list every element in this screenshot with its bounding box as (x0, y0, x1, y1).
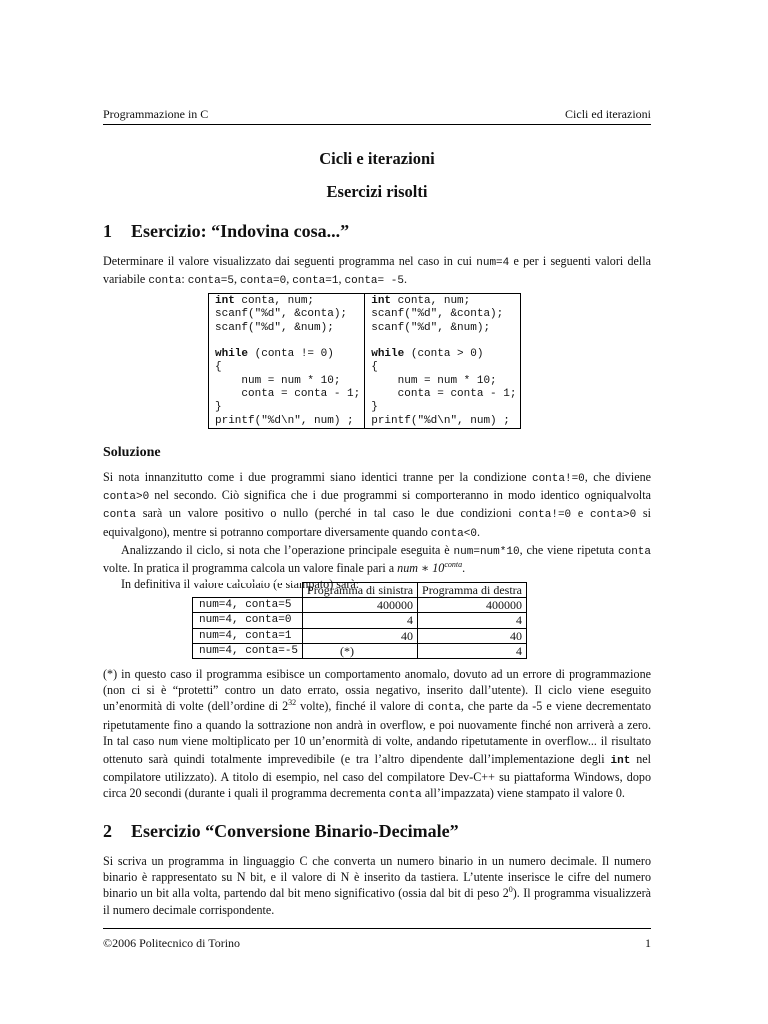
code-right-program: int conta, num; scanf("%d", &conta); scanf("%d", &num); while (conta > 0) { num = num * 10; conta = conta - 1; } printf("%d\n", num) ; (364, 294, 520, 428)
results-header-row (193, 583, 527, 598)
section-2-heading (103, 821, 459, 842)
running-footer (103, 936, 651, 951)
page-subtitle: Esercizi risolti (326, 182, 428, 201)
note-paragraph: (*) in questo caso il programma esibisce un comportamento anomalo, dovuto ad un errore di programmazione (non ci si è “protetti” contro un dato errato, ossia negativo, inserito dall’utente). Il ciclo viene eseguito un’enormità di volte (dell’ordine di $2^{32}$ volte), finché il valore di conta, che parte da -5 e viene decrementato ripetutamente fino a quando la sottrazione non andrà in overflow, e poi nuovamente finché non arriverà a zero. In tal caso num viene moltiplicato per 10 un’enormità di volte, andando ripetutamente in overflow... il risultato ottenuto sarà quindi totalmente imprevedibile (e tra l’altro dipendente dall’implementazione degli int nel compilatore utilizzato). A titolo di esempio, nel caso del compilatore Dev-C++ su piattaforma Windows, dopo circa 20 secondi (durante i quali il programma decrementa conta all’impazzata) viene stampato il valore 0. (103, 667, 651, 802)
running-header (103, 107, 651, 122)
results-header-left: Programma di sinistra (303, 583, 418, 598)
section-2-paragraph: Si scriva un programma in linguaggio C che converta un numero binario in un numero decimale. Il numero binario è rappresentato su N bit, e il valore di N è inserito da tastiera. L’utente inserisce le cifre del numero binario un bit alla volta, partendo dal bit meno significativo (ossia dal bit di peso $2^0$). Il programma visualizzerà il numero decimale corrispondente. (103, 854, 651, 917)
page-title: Cicli e iterazioni (319, 149, 435, 168)
section-2-title: Esercizio “Conversione Binario-Decimale” (131, 821, 459, 841)
solution-heading: Soluzione (103, 445, 161, 460)
section-1-title: Esercizio: “Indovina cosa...” (131, 221, 350, 241)
header-left: Programmazione in C (103, 107, 209, 121)
section-1-heading (103, 221, 349, 242)
solution-paragraph-1: Si nota innanzitutto come i due programmi siano identici tranne per la condizione conta!=0, che diviene conta>0 nel secondo. Ciò significa che i due programmi si comporteranno in modo identico ogniqualvolta conta sarà un valore positivo o nullo (perché in tal caso le due condizioni conta!=0 e conta>0 si equivalgono), mentre si potranno comportare diversamente quando conta<0. (103, 470, 651, 540)
header-right: Cicli ed iterazioni (565, 107, 651, 121)
section-1-number: 1 (103, 221, 112, 241)
table-row: num=4, conta=0 4 4 (193, 613, 527, 628)
footer-copyright: ©2006 Politecnico di Torino (103, 936, 241, 950)
table-row: num=4, conta=5 400000 400000 (193, 598, 527, 613)
footer-rule (103, 928, 651, 929)
table-row: num=4, conta=-5 (*) 4 (193, 643, 527, 658)
section-2-number: 2 (103, 821, 112, 841)
page-number: 1 (645, 936, 651, 950)
header-rule (103, 124, 651, 125)
results-header-right: Programma di destra (418, 583, 527, 598)
code-left-program: int conta, num; scanf("%d", &conta); scanf("%d", &num); while (conta != 0) { num = num * 10; conta = conta - 1; } printf("%d\n", num) ; (215, 295, 361, 427)
table-row: num=4, conta=1 40 40 (193, 628, 527, 643)
results-table (192, 582, 527, 659)
solution-paragraph-2: Analizzando il ciclo, si nota che l’operazione principale eseguita è num=num*10, che viene ripetuta conta volte. In pratica il programma calcola un valore finale pari a num ∗ $10^{conta}$. (103, 542, 652, 576)
intro-paragraph: Determinare il valore visualizzato dai seguenti programma nel caso in cui num=4 e per i seguenti valori della variabile conta: conta=5, conta=0, conta=1, conta= -5. (103, 254, 652, 288)
solution-paragraph-3: In definitiva il valore calcolato (e stampato) sarà: (121, 577, 360, 592)
solution-text (103, 469, 651, 592)
code-comparison-table (208, 293, 521, 429)
